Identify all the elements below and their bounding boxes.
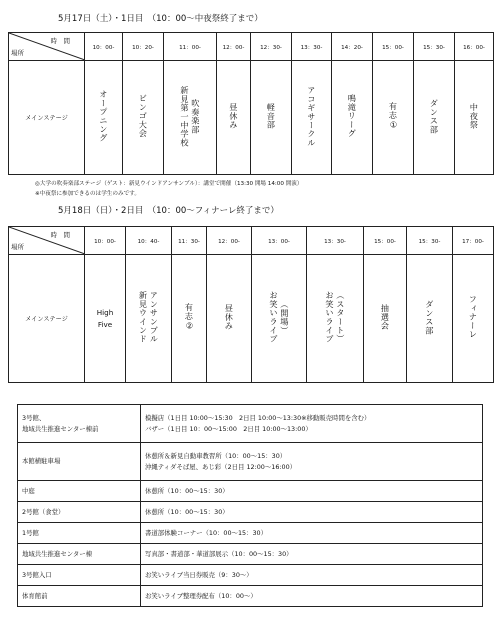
day2-schedule-table xyxy=(8,226,494,383)
info-place-text: 中庭 xyxy=(22,486,35,495)
info-detail-cell xyxy=(141,443,483,481)
day1-event-cell xyxy=(332,61,373,175)
day2-event-cell xyxy=(207,255,252,383)
day1-time-cell: 15：30- xyxy=(414,33,455,61)
day2-event-label: 抽選会 xyxy=(380,304,391,331)
info-row xyxy=(18,586,483,607)
day1-event-label: ダンス部 xyxy=(429,98,440,134)
day2-event-label: ダンス部 xyxy=(424,299,435,335)
info-row xyxy=(18,544,483,565)
info-detail-cell xyxy=(141,565,483,586)
day2-time-cell: 10：40- xyxy=(126,227,172,255)
day2-time-cell: 15：30- xyxy=(407,227,453,255)
info-place-text: 3号館入口 xyxy=(22,570,52,579)
info-detail-cell xyxy=(141,405,483,443)
day2-time-cell: 13：30- xyxy=(307,227,364,255)
info-detail-text: お笑いライブ整理券配布（10：00〜） xyxy=(145,591,257,600)
day1-note-1: ◎大学の吹奏楽部ステージ（ゲスト：新見ウインドアンサンブル）：講堂で開催（13:30 開場 14:00 開演） xyxy=(35,181,303,187)
info-place-text: 本館横駐車場 xyxy=(22,457,61,466)
info-place-cell xyxy=(18,523,141,544)
day2-event-cell xyxy=(252,255,307,383)
day1-event-cell xyxy=(217,61,251,175)
info-place-cell xyxy=(18,502,141,523)
info-detail-text: バザー（1日目 10：00〜15:00 2日目 10:00〜13:00） xyxy=(145,424,312,433)
info-detail-text: 沖縄ティダそば屋、あじ彩（2日目 12:00〜16:00） xyxy=(145,462,297,471)
day1-time-cell: 13：30- xyxy=(292,33,332,61)
day1-event-cell xyxy=(292,61,332,175)
day1-corner-cell xyxy=(9,33,85,61)
day1-event-label: 吹奏楽部 新見第一中学校 xyxy=(180,85,201,147)
day2-event-cell xyxy=(307,255,364,383)
info-place-cell xyxy=(18,565,141,586)
time-header-label: 時 間 xyxy=(50,37,70,45)
day1-time-cell: 10：00- xyxy=(85,33,123,61)
info-row xyxy=(18,565,483,586)
day2-event-label: フィナーレ xyxy=(468,295,479,339)
day1-event-cell xyxy=(85,61,123,175)
info-detail-cell xyxy=(141,523,483,544)
info-detail-text: 書道部体験コーナー（10：00〜15：30） xyxy=(145,528,267,537)
day2-event-cell xyxy=(85,255,126,383)
day2-header-row xyxy=(9,227,494,255)
day1-title: 5月17日（土）・1日目 （10：00〜中夜祭終了まで） xyxy=(58,14,263,24)
day2-time-cell: 17：00- xyxy=(453,227,494,255)
day1-event-label: アコギサークル xyxy=(306,85,317,147)
day2-event-label: （スタート） お笑いライブ xyxy=(325,290,346,344)
info-place-text: 3号館、 xyxy=(22,413,46,422)
day1-time-cell: 15：00- xyxy=(373,33,414,61)
day2-time-cell: 13：00- xyxy=(252,227,307,255)
info-place-text: 地域共生推進センター棟 xyxy=(22,549,93,558)
day2-corner-cell xyxy=(9,227,85,255)
day1-time-cell: 11：00- xyxy=(164,33,217,61)
day1-event-label: 中夜祭 xyxy=(469,103,480,130)
info-row xyxy=(18,502,483,523)
day1-event-cell xyxy=(164,61,217,175)
info-row xyxy=(18,405,483,443)
info-place-text: 1号館 xyxy=(22,528,39,537)
day1-time-cell: 12：00- xyxy=(217,33,251,61)
info-place-text: 2号館（食堂） xyxy=(22,507,65,516)
day2-main-stage-row xyxy=(9,255,494,383)
place-header-label: 場所 xyxy=(11,243,24,251)
day1-event-label: 鳴滝リーグ xyxy=(347,94,358,138)
info-place-cell xyxy=(18,544,141,565)
day2-event-cell xyxy=(364,255,407,383)
info-place-cell xyxy=(18,481,141,502)
day1-event-label: オープニング xyxy=(98,89,109,143)
day1-event-cell xyxy=(251,61,292,175)
day1-time-cell: 16：00- xyxy=(455,33,494,61)
info-detail-cell xyxy=(141,586,483,607)
day1-event-cell xyxy=(373,61,414,175)
info-row xyxy=(18,481,483,502)
day2-event-label: （開場） お笑いライブ xyxy=(269,290,290,344)
info-detail-text: お笑いライブ当日券販売（9：30〜） xyxy=(145,570,253,579)
day2-event-label: 昼休み xyxy=(224,304,235,331)
day1-event-label: ビンゴ大会 xyxy=(138,94,149,138)
day2-event-cell xyxy=(407,255,453,383)
info-detail-text: 休憩所＆新見自動車教習所（10：00〜15：30） xyxy=(145,451,287,460)
day2-time-cell: 12：00- xyxy=(207,227,252,255)
day1-event-cell xyxy=(414,61,455,175)
day1-schedule-table xyxy=(8,32,494,175)
info-detail-cell xyxy=(141,481,483,502)
day2-title: 5月18日（日）・2日目 （10：00〜フィナーレ終了まで） xyxy=(58,206,279,216)
venue-label: メインステージ xyxy=(9,61,85,175)
info-place-cell xyxy=(18,586,141,607)
day2-time-cell: 11：30- xyxy=(172,227,207,255)
info-detail-text: 写真部・書道部・華道部展示（10：00〜15：30） xyxy=(145,549,293,558)
day2-event-label: High Five xyxy=(96,307,114,329)
info-detail-text: 休憩所（10：00〜15：30） xyxy=(145,507,229,516)
day1-event-cell xyxy=(455,61,494,175)
info-row xyxy=(18,443,483,481)
time-header-label: 時 間 xyxy=(50,231,70,239)
day1-main-stage-row xyxy=(9,61,494,175)
info-detail-text: 模擬店（1日目 10:00〜15:30 2日目 10:00〜13:30※移動販売時間を含む） xyxy=(145,413,371,422)
day2-event-label: アンサンブル 新見ウインド xyxy=(138,290,160,344)
info-detail-cell xyxy=(141,502,483,523)
day1-event-label: 昼休み xyxy=(228,103,239,130)
info-place-text: 体育館前 xyxy=(22,591,48,600)
venue-label: メインステージ xyxy=(9,255,85,383)
day1-time-cell: 10：20- xyxy=(123,33,164,61)
day1-note-2: ※中夜祭に参加できるのは学生のみです。 xyxy=(35,191,140,197)
day1-time-cell: 12：30- xyxy=(251,33,292,61)
day2-event-cell xyxy=(453,255,494,383)
day1-header-row xyxy=(9,33,494,61)
day2-event-cell xyxy=(126,255,172,383)
info-row xyxy=(18,523,483,544)
day1-event-label: 軽音部 xyxy=(266,103,277,130)
info-place-text: 地域共生推進センター棟前 xyxy=(22,424,99,433)
venue-info-table xyxy=(17,404,483,607)
day2-event-label: 有志② xyxy=(184,303,195,332)
day2-time-cell: 15：00- xyxy=(364,227,407,255)
info-place-cell xyxy=(18,443,141,481)
day1-time-cell: 14：20- xyxy=(332,33,373,61)
day2-time-cell: 10：00- xyxy=(85,227,126,255)
day1-event-label: 有志① xyxy=(388,102,399,131)
day1-event-cell xyxy=(123,61,164,175)
info-detail-text: 休憩所（10：00〜15：30） xyxy=(145,486,229,495)
day2-event-cell xyxy=(172,255,207,383)
info-place-cell xyxy=(18,405,141,443)
info-detail-cell xyxy=(141,544,483,565)
place-header-label: 場所 xyxy=(11,49,24,57)
